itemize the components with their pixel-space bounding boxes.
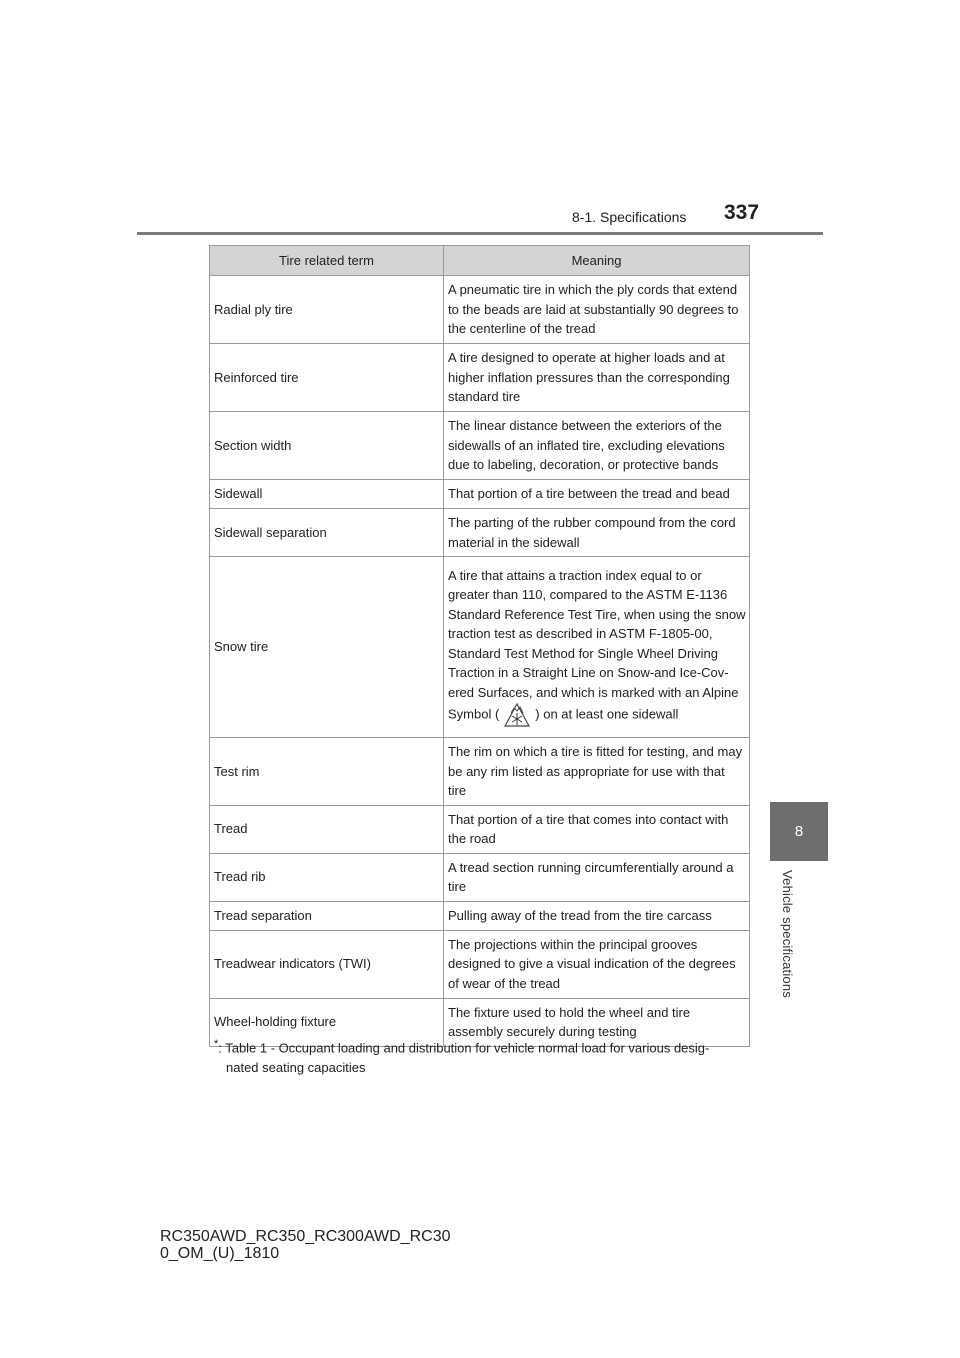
term-cell: Wheel-holding fixture <box>210 998 444 1046</box>
tire-terms-table <box>209 245 750 1047</box>
table-row <box>210 930 750 998</box>
meaning-cell: Pulling away of the tread from the tire carcass <box>444 901 750 930</box>
table-header-row <box>210 246 750 276</box>
chapter-number: 8 <box>794 823 804 840</box>
table-row <box>210 480 750 509</box>
footnote-line-2: nated seating capacities <box>226 1060 366 1076</box>
document-code <box>160 1228 450 1262</box>
alpine-snowflake-icon <box>503 702 531 728</box>
document-code-line-1: RC350AWD_RC350_RC300AWD_RC30 <box>160 1228 451 1245</box>
table-row <box>210 901 750 930</box>
meaning-cell: The linear distance between the exteriors of the sidewalls of an inflated tire, excluding elevations due to labeling, decoration, or protective bands <box>444 412 750 480</box>
table-row <box>210 805 750 853</box>
table-row <box>210 509 750 557</box>
term-cell: Section width <box>210 412 444 480</box>
symbol-prefix: Symbol ( <box>448 706 500 722</box>
meaning-cell: A tire designed to operate at higher loads and at higher inflation pressures than the corresponding standard tire <box>444 344 750 412</box>
meaning-cell: A tread section running circumferentially around a tire <box>444 853 750 901</box>
table-row <box>210 344 750 412</box>
header-divider <box>137 232 823 235</box>
symbol-suffix: ) on at least one sidewall <box>535 706 679 722</box>
term-cell: Sidewall separation <box>210 509 444 557</box>
document-code-line-2: 0_OM_(U)_1810 <box>160 1245 280 1262</box>
table-row <box>210 853 750 901</box>
term-cell: Treadwear indicators (TWI) <box>210 930 444 998</box>
table-row <box>210 276 750 344</box>
term-cell: Tread rib <box>210 853 444 901</box>
chapter-label: Vehicle specifications <box>780 870 795 998</box>
term-cell: Test rim <box>210 738 444 806</box>
meaning-cell: The projections within the principal grooves designed to give a visual indication of the degrees of wear of the tread <box>444 930 750 998</box>
footnote-line-1: : Table 1 - Occupant loading and distribution for vehicle normal load for various desig- <box>218 1040 710 1056</box>
chapter-tab[interactable] <box>770 802 828 861</box>
term-cell: Sidewall <box>210 480 444 509</box>
column-header-term: Tire related term <box>210 246 444 276</box>
meaning-cell <box>444 557 750 738</box>
meaning-cell: That portion of a tire between the tread and bead <box>444 480 750 509</box>
table-footnote <box>214 1034 754 1078</box>
table-row <box>210 557 750 738</box>
term-cell: Tread separation <box>210 901 444 930</box>
column-header-meaning: Meaning <box>444 246 750 276</box>
meaning-cell: A pneumatic tire in which the ply cords that extend to the beads are laid at substantially 90 degrees to the centerline of the tread <box>444 276 750 344</box>
term-cell: Snow tire <box>210 557 444 738</box>
term-cell: Radial ply tire <box>210 276 444 344</box>
term-cell: Tread <box>210 805 444 853</box>
meaning-cell: That portion of a tire that comes into contact with the road <box>444 805 750 853</box>
table-row <box>210 738 750 806</box>
meaning-cell: The fixture used to hold the wheel and tire assembly securely during testing <box>444 998 750 1046</box>
table-row <box>210 412 750 480</box>
footnote-marker: * <box>214 1038 219 1050</box>
meaning-cell: The rim on which a tire is fitted for testing, and may be any rim listed as appropriate for use with that tire <box>444 738 750 806</box>
term-cell: Reinforced tire <box>210 344 444 412</box>
snow-tire-meaning-text: A tire that attains a traction index equal to or greater than 110, compared to the ASTM E-1136 Standard Reference Test Tire, when using the snow traction test as described in ASTM F-1805-00, Standard Test Method for Single Wheel Driving Traction in a Straight Line on Snow-and Ice-Cov-ered Surfaces, and which is marked with an Alpine <box>448 567 746 700</box>
meaning-cell: The parting of the rubber compound from the cord material in the sidewall <box>444 509 750 557</box>
page-number: 337 <box>724 201 760 224</box>
section-title: 8-1. Specifications <box>572 209 687 225</box>
